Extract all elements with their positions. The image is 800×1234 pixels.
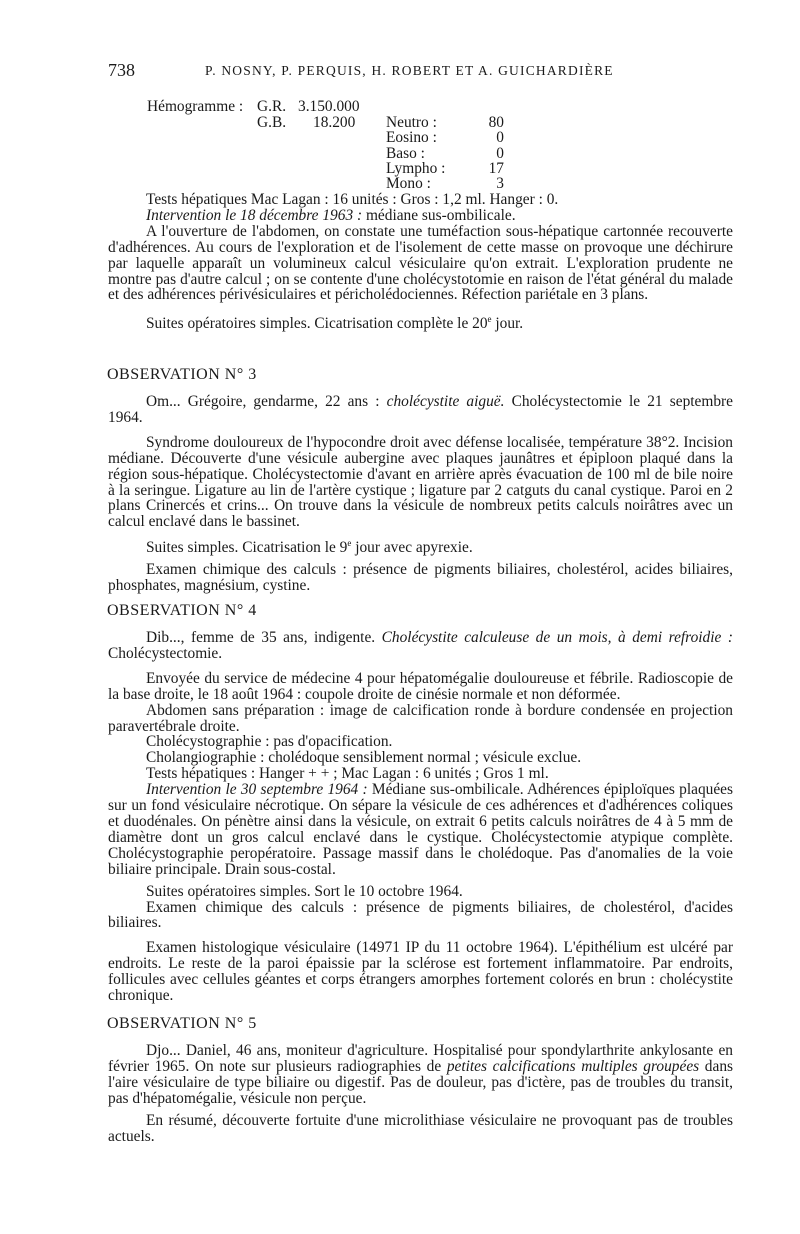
paragraph: Djo... Daniel, 46 ans, moniteur d'agriculture. Hospitalisé pour spondylarthrite ankylosante en février 1965. On note sur plusieurs radiographies de petites calcifications multiples groupées dans l'aire vésiculaire de type biliaire ou digestif. Pas de douleur, pas d'ictère, pas de troubles du transit, pas d'hépatomégalie, vésicule non perçue. — [108, 1042, 734, 1107]
paragraph: Dib..., femme de 35 ans, indigente. Cholécystite calculeuse de un mois, à demi refroidie : Cholécystectomie. — [108, 629, 733, 662]
paragraph: Syndrome douloureux de l'hypocondre droit avec défense localisée, température 38°2. Incision médiane. Découverte d'une vésicule aubergine avec plaques jaunâtres et épiploon plaqué dans la région sous-hépatique. Cholécystectomie d'avant en arrière après évacuation de 100 ml de bile noire à la seringue. Ligature au lin de l'artère cystique ; ligature par 2 catguts du canal cystique. Paroi en 2 plans Crinercés et crins... On trouve dans la vésicule de nombreux petits calculs noirâtres avec un calcul enclavé dans le bassinet. — [108, 433, 733, 531]
gr-value: 3.150.000 — [298, 98, 360, 115]
paragraph: Suites simples. Cicatrisation le 9e jour avec apyrexie. — [146, 538, 473, 557]
formula-label: Baso : — [386, 145, 425, 162]
paragraph: Intervention le 30 septembre 1964 : Médiane sus-ombilicale. Adhérences épiploïques plaquées sur un fond vésiculaire nécrotique. On sépare la vésicule de ces adhérences et d'adhérences coliques et duodénales. On pénètre ainsi dans la vésicule, on extrait 6 petits calculs noirâtres de 4 à 5 mm de diamètre dont un gros calcul enclavé dans le cystique. Cholécystectomie atypique complète. Cholécystographie peropératoire. Passage massif dans le cholédoque. Pas d'anomalies de la voie biliaire principale. Drain sous-costal. — [108, 781, 734, 878]
paragraph: Examen histologique vésiculaire (14971 IP du 11 octobre 1964). L'épithélium est ulcéré par endroits. Le reste de la paroi épaissie par la sclérose est fortement inflammatoire. Par endroits, follicules avec cellules géantes et corps étrangers amorphes fortement colorés en brun : cholécystite chronique. — [108, 939, 733, 1005]
hemogram-label: Hémogramme : — [147, 98, 244, 115]
paragraph: Tests hépatiques : Hanger + + ; Mac Lagan : 6 unités ; Gros 1 ml. — [146, 765, 549, 783]
page-number: 738 — [108, 60, 135, 80]
paragraph: A l'ouverture de l'abdomen, on constate une tuméfaction sous-hépatique cartonnée recouverte d'adhérences. Au cours de l'exploration et de l'isolement de cette masse on provoque une déchirure par laquelle apparaît un volumineux calcul vésiculaire qu'on extrait. L'exploration prudente ne montre pas d'autre calcul ; on se contente d'une cholécystotomie en raison de l'état général du malade et des adhérences périvésiculaires et péricholédociennes. Réfection pariétale en 3 plans. — [108, 222, 733, 304]
paragraph: Tests hépatiques Mac Lagan : 16 unités : Gros : 1,2 ml. Hanger : 0. — [146, 191, 559, 208]
paragraph: Intervention le 18 décembre 1963 : médiane sus-ombilicale. — [146, 206, 516, 224]
observation-3-body — [108, 394, 733, 594]
running-head: P. NOSNY, P. PERQUIS, H. ROBERT ET A. GUICHARDIÈRE — [205, 63, 614, 78]
observation-4-body — [108, 630, 733, 1004]
formula-value: 3 — [496, 175, 504, 192]
paragraph: Om... Grégoire, gendarme, 22 ans : cholécystite aiguë. Cholécystectomie le 21 septembre 1964. — [108, 393, 733, 426]
formula-label: Neutro : — [386, 114, 437, 131]
paragraph: Envoyée du service de médecine 4 pour hépatomégalie douloureuse et fébrile. Radioscopie de la base droite, le 18 août 1964 : coupole droite de cinésie normale et non déformée. — [108, 669, 733, 703]
gb-label: G.B. — [257, 114, 287, 131]
paragraph: Suites opératoires simples. Sort le 10 octobre 1964. — [146, 882, 463, 900]
gb-value: 18.200 — [313, 114, 356, 131]
paragraph: Examen chimique des calculs : présence de pigments biliaires, cholestérol, acides biliaires, phosphates, magnésium, cystine. — [108, 561, 733, 595]
paragraph: Suites opératoires simples. Cicatrisation complète le 20e jour. — [146, 314, 524, 333]
paragraph: En résumé, découverte fortuite d'une microlithiase vésiculaire ne provoquant pas de troubles actuels. — [108, 1111, 733, 1145]
gr-label: G.R. — [257, 98, 287, 115]
formula-value: 0 — [496, 145, 504, 162]
paragraph: Abdomen sans préparation : image de calcification ronde à bordure condensée en projection paravertébrale droite. — [108, 701, 733, 735]
observation-5-heading: OBSERVATION N° 5 — [107, 1015, 257, 1032]
formula-value: 17 — [488, 160, 504, 177]
formula-label: Mono : — [386, 175, 431, 192]
paragraph: Examen chimique des calculs : présence de pigments biliaires, de cholestérol, d'acides biliaires. — [108, 898, 733, 932]
observation-4-heading: OBSERVATION N° 4 — [107, 602, 257, 619]
observation-2-body — [108, 192, 733, 332]
paragraph: Cholangiographie : cholédoque sensiblement normal ; vésicule exclue. — [146, 749, 582, 767]
formula-value: 0 — [496, 129, 504, 146]
formula-value: 80 — [488, 114, 504, 131]
paragraph: Cholécystographie : pas d'opacification. — [146, 733, 393, 751]
formula-label: Lympho : — [386, 160, 446, 177]
formula-label: Eosino : — [386, 129, 437, 146]
observation-3-heading: OBSERVATION N° 3 — [107, 366, 257, 383]
observation-5-body — [108, 1043, 733, 1144]
